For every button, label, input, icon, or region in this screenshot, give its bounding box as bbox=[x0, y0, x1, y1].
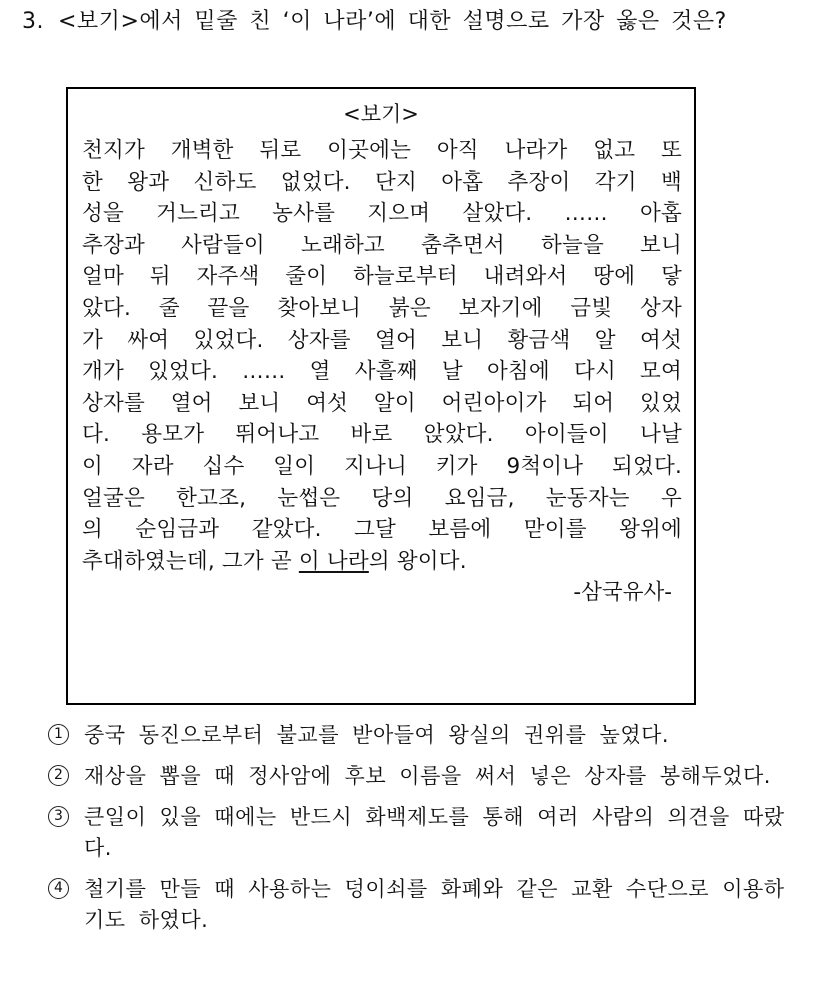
passage-line-last bbox=[82, 546, 682, 578]
question-stem: <보기>에서 밑줄 친 ‘이 나라’에 대한 설명으로 가장 옳은 것은? bbox=[58, 9, 727, 34]
choice-text: 철기를 만들 때 사용하는 덩이쇠를 화폐와 같은 교환 수단으로 이용하기도 하였다. bbox=[84, 877, 785, 932]
passage-line: 한 왕과 신하도 없었다. 단지 아홉 추장이 각기 백 bbox=[82, 169, 682, 195]
choice-1[interactable] bbox=[48, 720, 788, 751]
passage-text: 의 왕이다. bbox=[368, 548, 467, 574]
circled-number-3-icon: 3 bbox=[48, 806, 69, 827]
passage-source: -삼국유사- bbox=[573, 580, 672, 606]
bogi-title: <보기> bbox=[343, 102, 419, 126]
passage-line: 추장과 사람들이 노래하고 춤추면서 하늘을 보니 bbox=[82, 232, 682, 258]
passage-line: 상자를 열어 보니 여섯 알이 어린아이가 되어 있었 bbox=[82, 390, 682, 416]
passage-line: 천지가 개벽한 뒤로 이곳에는 아직 나라가 없고 또 bbox=[82, 138, 682, 163]
passage-line: 얼굴은 한고조, 눈썹은 당의 요임금, 눈동자는 우 bbox=[82, 485, 682, 511]
choice-text: 재상을 뽑을 때 정사암에 후보 이름을 써서 넣은 상자를 봉해두었다. bbox=[84, 764, 771, 788]
passage-text: 추대하였는데, 그가 곧 bbox=[82, 548, 299, 574]
choice-2[interactable] bbox=[48, 761, 788, 792]
passage-line: 이 자라 십수 일이 지나니 키가 9척이나 되었다. bbox=[82, 453, 682, 479]
question bbox=[22, 6, 802, 38]
passage-line: 개가 있었다. …… 열 사흘째 날 아침에 다시 모여 bbox=[82, 359, 682, 385]
circled-number-1-icon: 1 bbox=[48, 724, 69, 745]
circled-number-2-icon: 2 bbox=[48, 765, 69, 786]
question-number: 3. bbox=[22, 9, 44, 34]
choice-text: 중국 동진으로부터 불교를 받아들여 왕실의 권위를 높였다. bbox=[84, 723, 670, 747]
passage-line: 다. 용모가 뛰어나고 바로 앉았다. 아이들이 나날 bbox=[82, 422, 682, 448]
underlined-this-country: 이 나라 bbox=[298, 548, 369, 574]
passage-line: 성을 거느리고 농사를 지으며 살았다. …… 아홉 bbox=[82, 201, 682, 227]
circled-number-4-icon: 4 bbox=[48, 878, 69, 899]
choice-text: 큰일이 있을 때에는 반드시 화백제도를 통해 여러 사람의 의견을 따랐다. bbox=[84, 805, 785, 860]
passage-line: 았다. 줄 끝을 찾아보니 붉은 보자기에 금빛 상자 bbox=[82, 295, 682, 321]
passage-line: 가 싸여 있었다. 상자를 열어 보니 황금색 알 여섯 bbox=[82, 327, 682, 353]
choice-4[interactable] bbox=[48, 874, 788, 936]
passage-line: 얼마 뒤 자주색 줄이 하늘로부터 내려와서 땅에 닿 bbox=[82, 264, 682, 290]
bogi-passage bbox=[82, 135, 682, 609]
passage-line: 의 순임금과 같았다. 그달 보름에 맏이를 왕위에 bbox=[82, 517, 682, 543]
answer-choices bbox=[48, 720, 788, 946]
choice-3[interactable] bbox=[48, 802, 788, 864]
bogi-box bbox=[66, 87, 696, 705]
